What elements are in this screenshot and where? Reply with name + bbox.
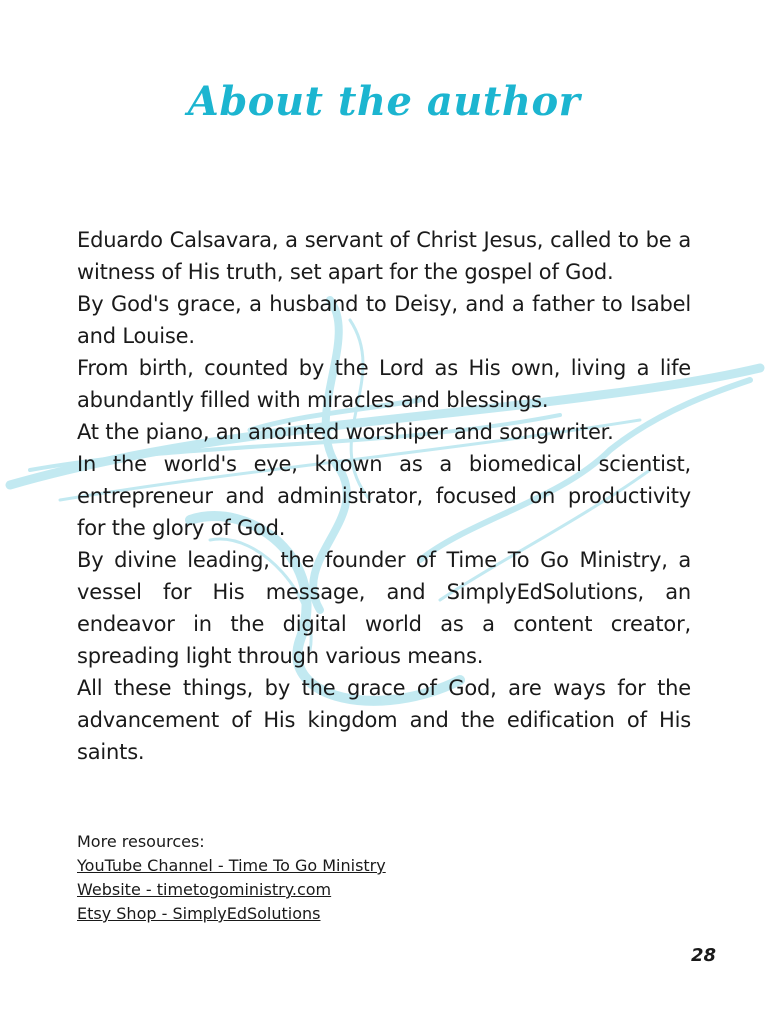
etsy-shop-link[interactable]: Etsy Shop - SimplyEdSolutions [77, 904, 321, 923]
page-title: About the author [187, 78, 581, 125]
bio-paragraph: By God's grace, a husband to Deisy, and a father to Isabel and Louise. [77, 292, 691, 348]
bio-paragraph: By divine leading, the founder of Time To Go Ministry, a vessel for His message, and SimplyEdSolutions, an endeavor in the digital world as a content creator, spreading light through various means. [77, 548, 691, 668]
bio-paragraph: Eduardo Calsavara, a servant of Christ Jesus, called to be a witness of His truth, set apart for the gospel of God. [77, 228, 691, 284]
bio-paragraph: In the world's eye, known as a biomedical scientist, entrepreneur and administrator, focused on productivity for the glory of God. [77, 452, 691, 540]
page-number: 28 [690, 945, 716, 966]
youtube-channel-link[interactable]: YouTube Channel - Time To Go Ministry [77, 856, 386, 875]
author-bio [77, 224, 691, 768]
bio-paragraph: At the piano, an anointed worshiper and songwriter. [77, 420, 614, 444]
bio-paragraph: From birth, counted by the Lord as His own, living a life abundantly filled with miracles and blessings. [77, 356, 691, 412]
bio-paragraph: All these things, by the grace of God, are ways for the advancement of His kingdom and the edification of His saints. [77, 676, 691, 764]
resources-label: More resources: [77, 832, 205, 851]
resources-section [77, 830, 527, 926]
website-link[interactable]: Website - timetogoministry.com [77, 880, 332, 899]
